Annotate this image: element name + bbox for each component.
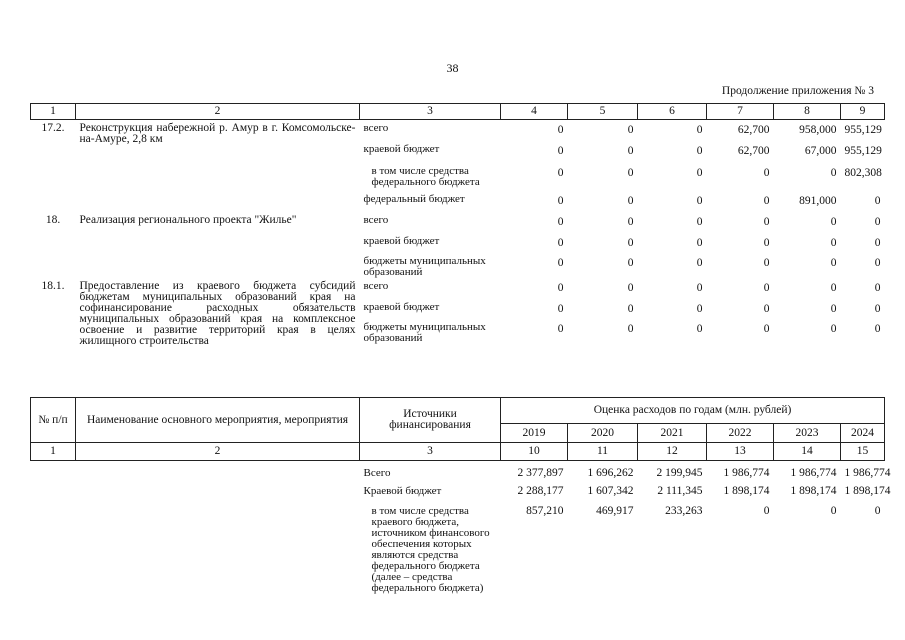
value-cell: 0 [830,215,837,228]
table-row [31,212,885,233]
value-cell: 1 986,774 [844,466,891,479]
column-number: 15 [841,443,885,461]
value-cell: 955,129 [844,124,882,136]
table-row [31,278,885,299]
value-cell: 0 [557,256,564,269]
column-number: 13 [707,443,774,461]
value-cell: 0 [627,322,634,335]
value-cell: 0 [830,256,837,269]
item-name: Реконструкция набережной р. Амур в г. Комсомольске-на-Амуре, 2,8 км [79,122,356,145]
value-cell: 0 [763,302,770,315]
value-cell: 0 [627,144,634,157]
value-cell: 857,210 [526,504,564,517]
value-cell: 0 [627,302,634,315]
value-cell: 0 [557,302,564,315]
value-cell: 0 [874,236,881,249]
value-cell: 0 [627,194,634,207]
item-number: 18.1. [41,279,65,292]
appendix-note: Продолжение приложения № 3 [721,85,874,97]
value-cell: 958,000 [799,124,837,136]
funding-source: всего [363,122,389,134]
value-cell: 0 [696,281,703,294]
value-cell: 0 [627,236,634,249]
funding-source: бюджеты муниципальных образований [363,254,486,278]
value-cell: 1 986,774 [790,466,837,479]
value-cell: 0 [557,322,564,335]
value-cell: 0 [763,215,770,228]
item-number [31,468,76,486]
funding-source: всего [363,279,389,292]
value-cell: 891,000 [799,194,837,207]
value-cell: 2 288,177 [517,484,564,497]
value-cell: 0 [557,144,564,157]
year-header: 2019 [501,424,568,443]
funding-source: в том числе средства краевого бюджета, источником финансового обеспечения которых являются средства федерального бюджета (далее – средства федерального бюджета) [371,504,490,594]
value-cell: 2 377,897 [517,466,564,479]
value-cell: 2 199,945 [656,466,703,479]
value-cell: 1 696,262 [587,466,634,479]
value-cell: 1 986,774 [723,466,770,479]
year-header: 2021 [638,424,707,443]
column-number: 2 [76,443,360,461]
column-number: 11 [568,443,638,461]
value-cell: 0 [557,281,564,294]
value-cell: 1 898,174 [844,484,891,497]
value-cell: 0 [696,166,703,179]
value-cell: 0 [874,322,881,335]
year-header: 2023 [774,424,841,443]
column-header-estimate: Оценка расходов по годам (млн. рублей) [501,398,885,424]
value-cell: 469,917 [596,504,634,517]
item-number [31,506,76,596]
column-number: 10 [501,443,568,461]
value-cell: 0 [830,322,837,335]
funding-source: всего [363,213,389,226]
value-cell: 1 898,174 [790,484,837,497]
funding-source: краевой бюджет [363,142,440,155]
funding-source: Всего [363,466,391,479]
value-cell: 0 [763,166,770,179]
column-number: 3 [360,443,501,461]
value-cell: 0 [627,215,634,228]
value-cell: 0 [830,166,837,179]
item-number: 17.2. [41,122,65,134]
column-number: 4 [501,104,568,120]
value-cell: 0 [557,215,564,228]
value-cell: 0 [763,322,770,335]
item-name [76,468,360,486]
value-cell: 0 [874,256,881,269]
column-header: Источники финансирования [360,398,501,443]
value-cell: 0 [627,166,634,179]
value-cell: 1 607,342 [587,484,634,497]
header-row [31,104,885,120]
value-cell: 0 [696,302,703,315]
column-number: 7 [707,104,774,120]
funding-source: федеральный бюджет [363,192,465,205]
value-cell: 67,000 [804,144,837,157]
value-cell: 0 [874,215,881,228]
page-number: 38 [446,61,459,75]
value-cell: 0 [763,504,770,517]
item-name: Предоставление из краевого бюджета субсидий бюджетам муниципальных образований края на софинансирование расходных обязательств муниципальных образований края на комплексное освоение и развитие территорий края в целях жилищного строительства [79,279,356,347]
value-cell: 0 [557,194,564,207]
value-cell: 0 [830,302,837,315]
value-cell: 0 [874,504,881,517]
year-header: 2020 [568,424,638,443]
column-number: 14 [774,443,841,461]
value-cell: 0 [763,194,770,207]
value-cell: 0 [830,281,837,294]
column-number: 12 [638,443,707,461]
value-cell: 0 [763,236,770,249]
table-row [31,506,885,596]
table-main [30,103,885,355]
value-cell: 0 [696,124,703,136]
item-name [76,506,360,596]
value-cell: 62,700 [737,124,770,136]
value-cell: 0 [874,194,881,207]
value-cell: 0 [696,144,703,157]
value-cell: 0 [830,504,837,517]
value-cell: 0 [696,194,703,207]
value-cell: 62,700 [737,144,770,157]
value-cell: 1 898,174 [723,484,770,497]
funding-source: Краевой бюджет [363,484,442,497]
column-number: 1 [31,443,76,461]
value-cell: 0 [874,281,881,294]
table-row [31,468,885,486]
year-header: 2022 [707,424,774,443]
item-name: Реализация регионального проекта "Жилье" [79,213,297,226]
value-cell: 0 [830,236,837,249]
column-header: Наименование основного мероприятия, мероприятия [76,398,360,443]
value-cell: 0 [696,322,703,335]
value-cell: 0 [627,124,634,136]
funding-source: бюджеты муниципальных образований [363,320,486,344]
value-cell: 233,263 [665,504,703,517]
value-cell: 0 [763,281,770,294]
value-cell: 0 [627,256,634,269]
value-cell: 802,308 [844,166,882,179]
value-cell: 0 [763,256,770,269]
item-number: 18. [45,213,61,226]
year-header: 2024 [841,424,885,443]
funding-source: краевой бюджет [363,234,440,247]
column-header: № п/п [31,398,76,443]
table-estimate [30,397,891,596]
column-number: 3 [360,104,501,120]
item-name [76,486,360,506]
column-number: 8 [774,104,841,120]
value-cell: 0 [696,256,703,269]
column-number: 6 [638,104,707,120]
header-row-numbers [31,443,885,461]
value-cell: 0 [557,236,564,249]
header-row [31,398,885,424]
value-cell: 0 [696,215,703,228]
value-cell: 0 [627,281,634,294]
item-number [31,486,76,506]
value-cell: 955,129 [844,144,882,157]
value-cell: 0 [696,236,703,249]
value-cell: 0 [557,124,564,136]
table-row [31,120,885,141]
column-number: 5 [568,104,638,120]
column-number: 1 [31,104,76,120]
column-number: 9 [841,104,885,120]
funding-source: краевой бюджет [363,300,440,313]
funding-source: в том числе средства федерального бюджета [371,164,480,188]
value-cell: 0 [557,166,564,179]
value-cell: 0 [874,302,881,315]
column-number: 2 [76,104,360,120]
value-cell: 2 111,345 [657,484,703,497]
table-row [31,486,885,506]
